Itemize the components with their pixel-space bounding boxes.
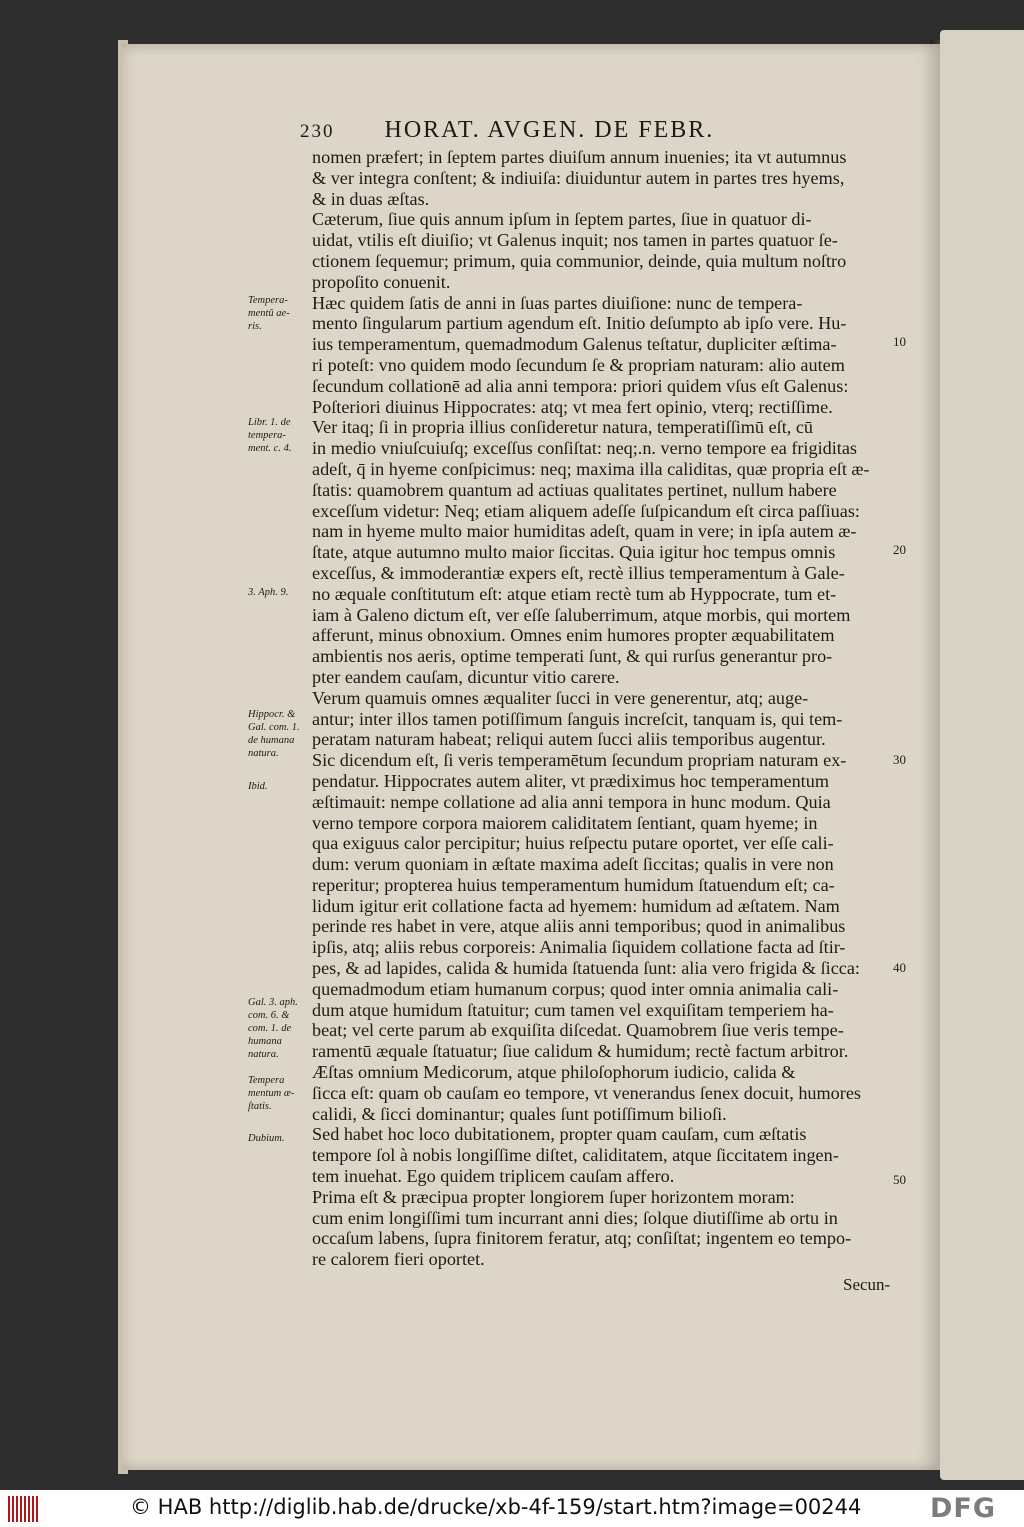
running-header <box>300 117 714 144</box>
text-line: ipſis, atq; aliis rebus corporeis: Animalia ſiquidem collatione facta ad ſtir- <box>312 937 846 958</box>
text-line: Hæc quidem ſatis de anni in ſuas partes diuiſione: nunc de tempera- <box>312 292 803 313</box>
text-line: æſtimauit: nempe collatione ad alia anni tempora in hunc modum. Quia <box>312 791 831 812</box>
text-line: ambientis nos aeris, optime temperati ſunt, & qui rurſus generantur pro- <box>312 646 833 667</box>
copyright-link[interactable]: © HAB http://diglib.hab.de/drucke/xb-4f-159/start.htm?image=00244 <box>130 1495 862 1519</box>
text-line: pendatur. Hippocrates autem aliter, vt prædiximus hoc temperamentum <box>312 770 829 791</box>
line-number: 40 <box>893 960 906 975</box>
line-number: 20 <box>893 542 906 557</box>
text-line: pter eandem cauſam, dicuntur vitio carere. <box>312 666 620 687</box>
text-line: tem inuehat. Ego quidem triplicem cauſam affero. <box>312 1166 675 1187</box>
text-line: ramentū æquale ſtatuatur; ſiue calidum & humidum; rectè factum arbitror. <box>312 1041 849 1062</box>
text-line: ſtate, atque autumno multo maior ſiccitas. Quia igitur hoc tempus omnis <box>312 542 836 563</box>
text-line: dum: verum quoniam in æſtate maxima adeſt ſiccitas; qualis in vere non <box>312 854 834 875</box>
running-title: HORAT. AVGEN. DE FEBR. <box>384 117 715 143</box>
text-line: beat; vel certe parum ab exquiſita diſcedat. Quamobrem ſiue veris tempe- <box>312 1020 844 1041</box>
text-line: Verum quamuis omnes æqualiter ſucci in vere generentur, atq; auge- <box>312 687 809 708</box>
text-line: re calorem fieri oportet. <box>312 1249 485 1270</box>
margin-note: Ibid. <box>248 781 268 792</box>
text-line: ſtatis: quamobrem quantum ad actiuas qualitates pertinet, nullum habere <box>312 479 837 500</box>
margin-note: Hippocr. & Gal. com. 1. de humana natura. <box>248 709 300 759</box>
text-line: Prima eſt & præcipua propter longiorem ſuper horizontem moram: <box>312 1186 795 1207</box>
facing-page-edge <box>940 30 1024 1480</box>
text-line: nam in hyeme multo maior humiditas adeſt, quam in vere; in ipſa autem æ- <box>312 521 857 542</box>
text-line: uidat, vtilis eſt diuiſio; vt Galenus inquit; nos tamen in partes quatuor ſe- <box>312 230 838 251</box>
text-line: calidi, & ſicci dominantur; quales ſunt potiſſimum bilioſi. <box>312 1103 727 1124</box>
text-line: ſicca eſt: quam ob cauſam eo tempore, vt venerandus ſenex docuit, humores <box>312 1082 861 1103</box>
margin-note: Tempera- mentū ae- ris. <box>248 295 290 332</box>
text-line: Ver itaq; ſi in propria illius conſideretur natura, temperatiſſimū eſt, cū <box>312 417 814 438</box>
text-line: adeſt, q̄ in hyeme conſpicimus: neq; maxima illa caliditas, quæ propria eſt æ- <box>312 458 870 479</box>
text-line: iam à Galeno dictum eſt, ver eſſe ſaluberrimum, atque morbis, qui mortem <box>312 604 851 625</box>
barcode-icon <box>8 1496 42 1522</box>
text-line: pes, & ad lapides, calida & humida ſtatuenda ſunt: alia vero frigida & ſicca: <box>312 958 860 979</box>
text-line: verno tempore corpora maiorem caliditatem ſentiant, quam hyeme; in <box>312 812 818 833</box>
text-line: peratam naturam habeat; reliqui autem ſucci aliis temporibus augentur. <box>312 729 826 750</box>
text-line: qua exiguus calor percipitur; huius reſpectu putare oportet, ver eſſe cali- <box>312 833 834 854</box>
line-number: 50 <box>893 1172 906 1187</box>
text-line: tempore ſol à nobis longiſſime diſtet, caliditatem, atque ſiccitatem ingen- <box>312 1145 839 1166</box>
text-line: & ver integra conſtent; & indiuiſa: diuiduntur autem in partes tres hyems, <box>312 167 845 188</box>
text-line: reperitur; propterea huius temperamentum humidum ſtatuendum eſt; ca- <box>312 874 835 895</box>
text-line: quemadmodum etiam humanum corpus; quod inter omnia animalia cali- <box>312 978 839 999</box>
margin-note: Libr. 1. de tempera- ment. c. 4. <box>248 417 292 454</box>
text-line: dum atque humidum ſtatuitur; cum tamen vel exquiſitam temperiem ha- <box>312 999 834 1020</box>
text-line: propoſito conuenit. <box>312 271 451 292</box>
text-line: nomen præfert; in ſeptem partes diuiſum annum inuenies; ita vt autumnus <box>312 147 847 167</box>
line-number: 10 <box>893 334 906 349</box>
text-line: Poſteriori diuinus Hippocrates: atq; vt mea fert opinio, vterq; rectiſſime. <box>312 396 833 417</box>
body-text <box>312 147 890 1270</box>
text-line: antur; inter illos tamen potiſſimum ſanguis increſcit, tanquam is, qui tem- <box>312 708 843 729</box>
footer-bar <box>0 1490 1024 1527</box>
text-line: ctionem ſequemur; primum, quia communior, deinde, quia multum noſtro <box>312 250 847 271</box>
margin-note: Dubium. <box>248 1133 285 1144</box>
text-line: exceſſum videtur: Neq; etiam aliquem adeſſe ſuſpicandum eſt circa paſſiuas: <box>312 500 860 521</box>
margin-note: 3. Aph. 9. <box>248 587 289 598</box>
text-line: exceſſus, & immoderantiæ expers eſt, rectè illius temperamentum à Gale- <box>312 562 845 583</box>
catchword: Secun- <box>843 1275 891 1294</box>
text-line: afferunt, minus obnoxium. Omnes enim humores propter æquabilitatem <box>312 625 835 646</box>
text-line: lidum igitur erit collatione facta ad hyemem: humidum ad æſtatem. Nam <box>312 895 840 916</box>
text-line: Sic dicendum eſt, ſi veris temperamētum ſecundum propriam naturam ex- <box>312 750 847 771</box>
text-line: ius temperamentum, quemadmodum Galenus teſtatur, dupliciter æſtima- <box>312 334 837 355</box>
margin-note: Gal. 3. aph. com. 6. & com. 1. de humana natura. <box>248 997 298 1060</box>
text-line: cum enim longiſſimi tum incurrant anni dies; ſolque diutiſſime ab ortu in <box>312 1207 838 1228</box>
text-line: perinde res habet in vere, atque aliis anni temporibus; quod in animalibus <box>312 916 846 937</box>
dfg-logo: DFG <box>930 1493 997 1524</box>
text-line: in medio vniuſcuiuſq; exceſſus conſiſtat: neq;.n. verno tempore ea frigiditas <box>312 438 857 459</box>
line-number: 30 <box>893 752 906 767</box>
text-line: ri poteſt: vno quidem modo ſecundum ſe & propriam naturam: alio autem <box>312 354 845 375</box>
text-line: Æſtas omnium Medicorum, atque philoſophorum iudicio, calida & <box>312 1062 796 1083</box>
text-line: ſecundum collationē ad alia anni tempora: priori quidem vſus eſt Galenus: <box>312 375 849 396</box>
text-line: Cæterum, ſiue quis annum ipſum in ſeptem partes, ſiue in quatuor di- <box>312 209 812 230</box>
text-line: Sed habet hoc loco dubitationem, propter quam cauſam, cum æſtatis <box>312 1124 807 1145</box>
folio-number: 230 <box>300 121 335 142</box>
text-line: & in duas æſtas. <box>312 188 430 209</box>
margin-note: Tempera mentum æ- ſtatis. <box>248 1075 295 1112</box>
text-line: no æquale conſtitutum eſt: atque etiam rectè tum ab Hyppocrate, tum et- <box>312 583 837 604</box>
text-line: occaſum labens, ſupra finitorem feratur, atq; conſiſtat; ingentem eo tempo- <box>312 1228 852 1249</box>
text-line: mento ſingularum partium agendum eſt. Initio deſumpto ab ipſo vere. Hu- <box>312 313 847 334</box>
